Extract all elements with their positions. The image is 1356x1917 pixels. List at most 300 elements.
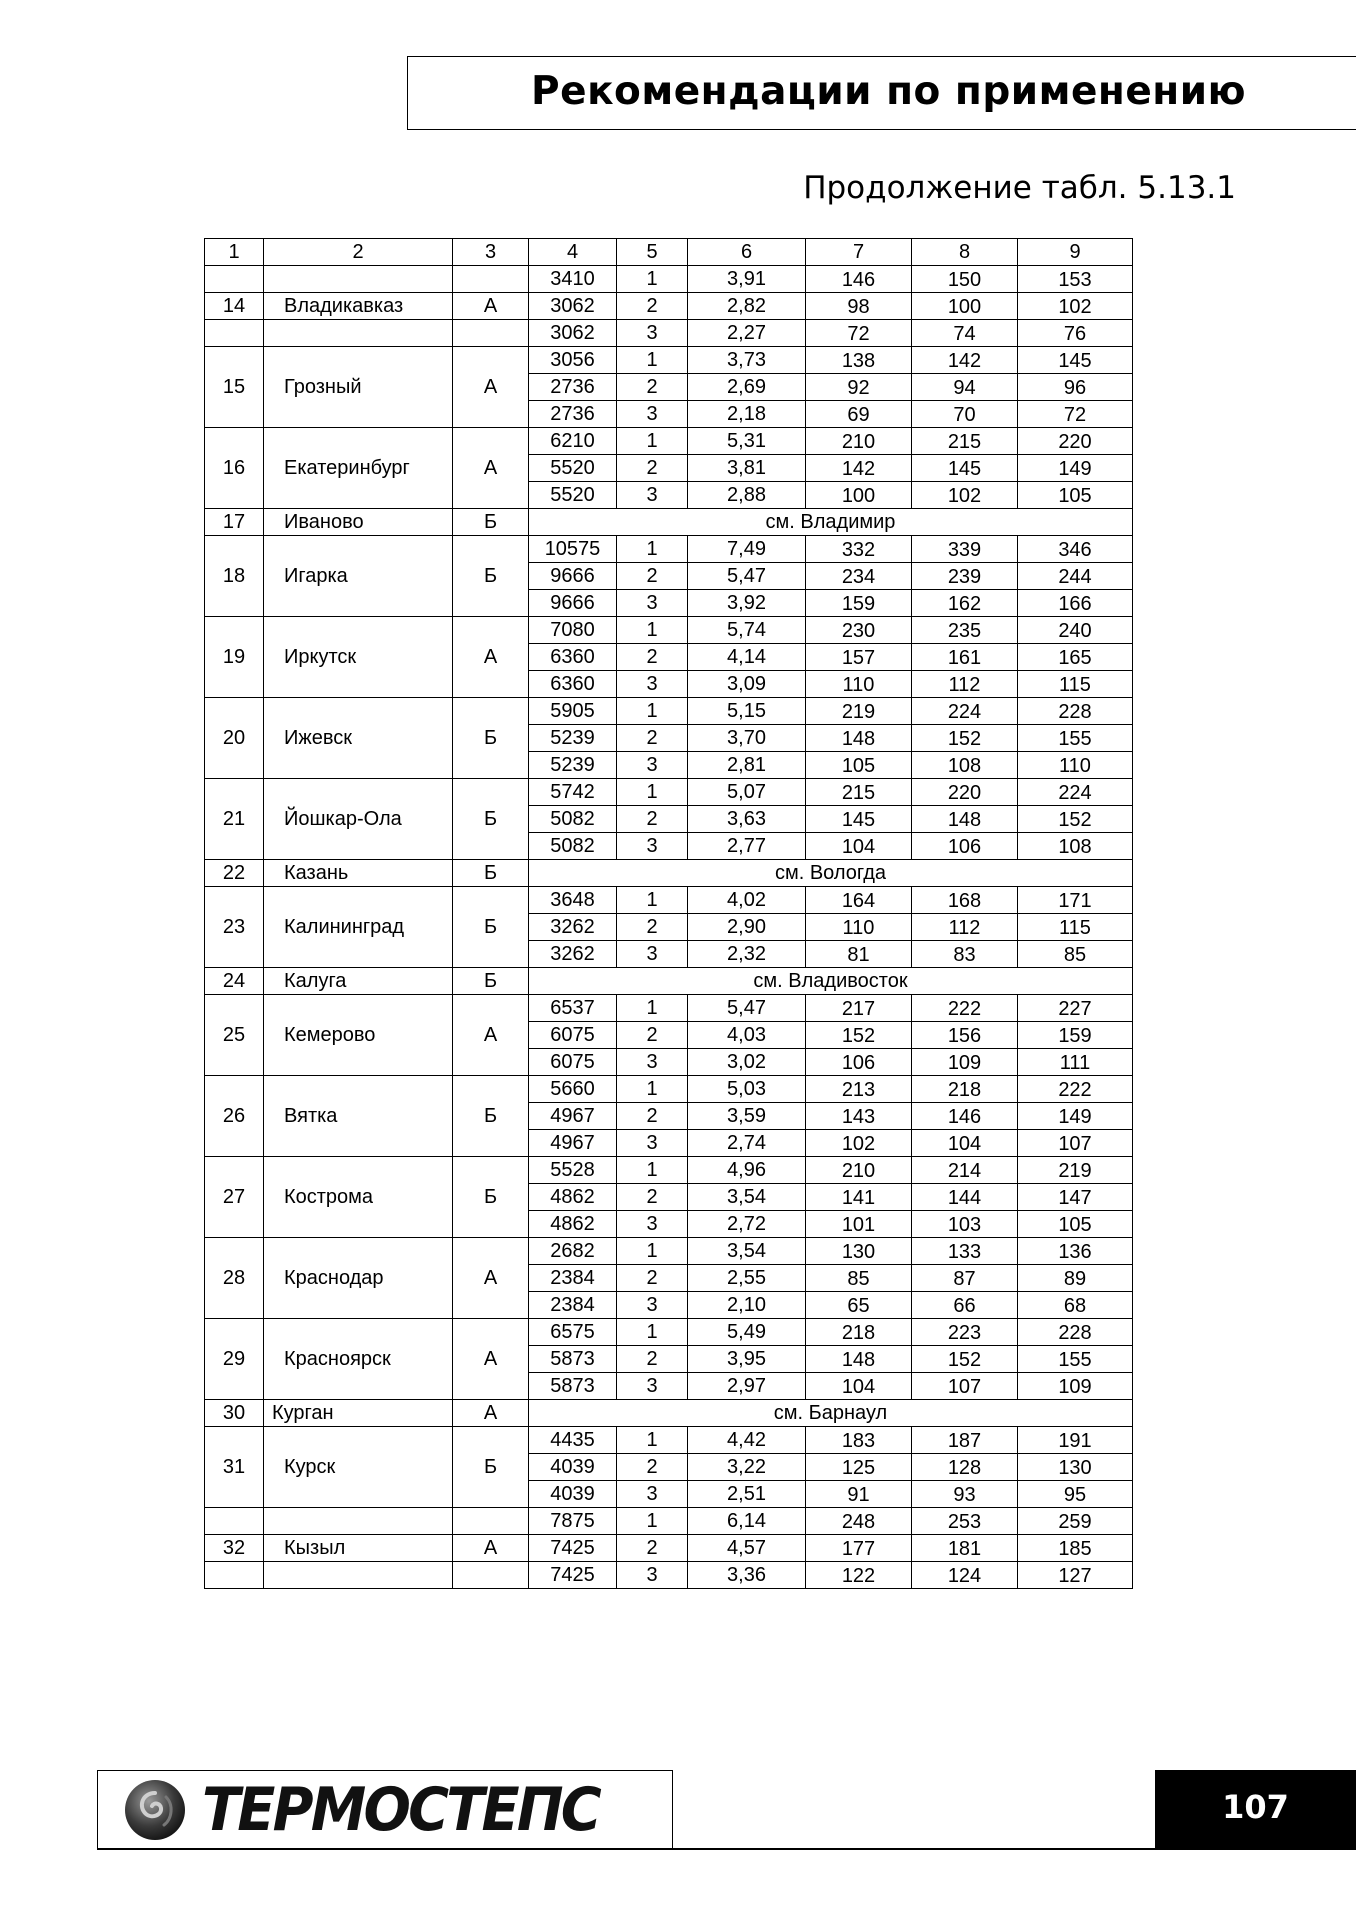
value-cell: 223	[912, 1319, 1018, 1346]
value-cell: 3,91	[688, 266, 806, 293]
value-cell: 87	[912, 1265, 1018, 1292]
value-cell: 107	[1018, 1130, 1132, 1157]
table-row	[205, 320, 1132, 347]
value-cell: 3	[617, 833, 688, 860]
row-number: 31	[205, 1427, 264, 1508]
row-number: 20	[205, 698, 264, 779]
value-cell: 153	[1018, 266, 1132, 293]
value-cell: 235	[912, 617, 1018, 644]
value-cell: 106	[806, 1049, 912, 1076]
value-cell: 66	[912, 1292, 1018, 1319]
value-cell: 4435	[529, 1427, 617, 1454]
table-row	[205, 293, 1132, 320]
value-cell: 152	[806, 1022, 912, 1049]
value-cell: 3	[617, 1481, 688, 1508]
value-cell: 1	[617, 1508, 688, 1535]
value-cell: 3410	[529, 266, 617, 293]
value-cell: 2,97	[688, 1373, 806, 1400]
table-row	[205, 1427, 1132, 1454]
value-cell: 3,73	[688, 347, 806, 374]
value-cell: 100	[806, 482, 912, 509]
value-cell: 2384	[529, 1265, 617, 1292]
value-cell: 1	[617, 347, 688, 374]
value-cell: 2,10	[688, 1292, 806, 1319]
value-cell: 130	[806, 1238, 912, 1265]
table-row	[205, 1076, 1132, 1103]
value-cell: 2,18	[688, 401, 806, 428]
empty-cell	[205, 1562, 264, 1588]
city-name: Иваново	[264, 509, 453, 536]
value-cell: 65	[806, 1292, 912, 1319]
value-cell: 4,96	[688, 1157, 806, 1184]
value-cell: 150	[912, 266, 1018, 293]
value-cell: 142	[806, 455, 912, 482]
column-header: 5	[617, 239, 688, 266]
value-cell: 69	[806, 401, 912, 428]
city-name: Красноярск	[264, 1319, 453, 1400]
value-cell: 3	[617, 482, 688, 509]
value-cell: 339	[912, 536, 1018, 563]
value-cell: 2,27	[688, 320, 806, 347]
value-cell: 5,07	[688, 779, 806, 806]
zone-code: А	[453, 617, 529, 698]
value-cell: 2,82	[688, 293, 806, 320]
value-cell: 227	[1018, 995, 1132, 1022]
value-cell: 130	[1018, 1454, 1132, 1481]
table-row	[205, 860, 1132, 887]
value-cell: 94	[912, 374, 1018, 401]
city-name: Казань	[264, 860, 453, 887]
value-cell: 142	[912, 347, 1018, 374]
value-cell: 106	[912, 833, 1018, 860]
row-number: 28	[205, 1238, 264, 1319]
value-cell: 112	[912, 914, 1018, 941]
value-cell: 1	[617, 1076, 688, 1103]
value-cell: 110	[806, 671, 912, 698]
value-cell: 4967	[529, 1130, 617, 1157]
value-cell: 145	[806, 806, 912, 833]
value-cell: 6360	[529, 644, 617, 671]
value-cell: 7875	[529, 1508, 617, 1535]
value-cell: 162	[912, 590, 1018, 617]
value-cell: 152	[1018, 806, 1132, 833]
value-cell: 259	[1018, 1508, 1132, 1535]
value-cell: 3262	[529, 914, 617, 941]
value-cell: 74	[912, 320, 1018, 347]
value-cell: 98	[806, 293, 912, 320]
table-row	[205, 1400, 1132, 1427]
city-name: Калуга	[264, 968, 453, 995]
city-name: Кызыл	[264, 1535, 453, 1562]
empty-cell	[453, 320, 529, 347]
zone-code: А	[453, 1238, 529, 1319]
value-cell: 7425	[529, 1562, 617, 1588]
table-row	[205, 1535, 1132, 1562]
value-cell: 2,51	[688, 1481, 806, 1508]
empty-cell	[453, 1562, 529, 1588]
value-cell: 3062	[529, 320, 617, 347]
value-cell: 3,81	[688, 455, 806, 482]
value-cell: 5,49	[688, 1319, 806, 1346]
value-cell: 3,70	[688, 725, 806, 752]
value-cell: 72	[806, 320, 912, 347]
value-cell: 148	[806, 725, 912, 752]
value-cell: 6,14	[688, 1508, 806, 1535]
brand-name: ТЕРМОСТЕПС	[202, 1775, 599, 1845]
value-cell: 102	[912, 482, 1018, 509]
column-header: 9	[1018, 239, 1132, 266]
value-cell: 115	[1018, 671, 1132, 698]
value-cell: 4,57	[688, 1535, 806, 1562]
value-cell: 149	[1018, 455, 1132, 482]
value-cell: 2,77	[688, 833, 806, 860]
value-cell: 128	[912, 1454, 1018, 1481]
value-cell: 110	[806, 914, 912, 941]
value-cell: 104	[806, 833, 912, 860]
value-cell: 136	[1018, 1238, 1132, 1265]
value-cell: 3	[617, 1562, 688, 1588]
value-cell: 112	[912, 671, 1018, 698]
value-cell: 253	[912, 1508, 1018, 1535]
row-number: 30	[205, 1400, 264, 1427]
value-cell: 4,14	[688, 644, 806, 671]
table-row	[205, 887, 1132, 914]
table-row	[205, 536, 1132, 563]
column-header: 1	[205, 239, 264, 266]
value-cell: 2,74	[688, 1130, 806, 1157]
value-cell: 147	[1018, 1184, 1132, 1211]
value-cell: 2,55	[688, 1265, 806, 1292]
value-cell: 76	[1018, 320, 1132, 347]
value-cell: 141	[806, 1184, 912, 1211]
empty-cell	[205, 320, 264, 347]
zone-code: А	[453, 347, 529, 428]
value-cell: 5239	[529, 752, 617, 779]
value-cell: 5873	[529, 1346, 617, 1373]
table-row	[205, 1562, 1132, 1588]
city-name: Грозный	[264, 347, 453, 428]
value-cell: 155	[1018, 1346, 1132, 1373]
value-cell: 148	[912, 806, 1018, 833]
zone-code: А	[453, 428, 529, 509]
value-cell: 3	[617, 1049, 688, 1076]
table-row	[205, 968, 1132, 995]
empty-cell	[264, 1562, 453, 1588]
value-cell: 4,02	[688, 887, 806, 914]
empty-cell	[264, 266, 453, 293]
value-cell: 155	[1018, 725, 1132, 752]
value-cell: 239	[912, 563, 1018, 590]
zone-code: Б	[453, 698, 529, 779]
value-cell: 219	[806, 698, 912, 725]
value-cell: 230	[806, 617, 912, 644]
value-cell: 152	[912, 725, 1018, 752]
city-name: Ижевск	[264, 698, 453, 779]
value-cell: 3,02	[688, 1049, 806, 1076]
value-cell: 68	[1018, 1292, 1132, 1319]
column-header: 8	[912, 239, 1018, 266]
value-cell: 219	[1018, 1157, 1132, 1184]
empty-cell	[205, 1508, 264, 1535]
value-cell: 2384	[529, 1292, 617, 1319]
value-cell: 3,63	[688, 806, 806, 833]
value-cell: 103	[912, 1211, 1018, 1238]
value-cell: 5520	[529, 455, 617, 482]
value-cell: 210	[806, 428, 912, 455]
header-box	[407, 56, 1356, 130]
value-cell: 3	[617, 1373, 688, 1400]
value-cell: 2	[617, 1454, 688, 1481]
value-cell: 2736	[529, 401, 617, 428]
column-header: 2	[264, 239, 453, 266]
value-cell: 191	[1018, 1427, 1132, 1454]
value-cell: 3	[617, 1292, 688, 1319]
value-cell: 244	[1018, 563, 1132, 590]
value-cell: 3,22	[688, 1454, 806, 1481]
value-cell: 183	[806, 1427, 912, 1454]
value-cell: 217	[806, 995, 912, 1022]
value-cell: 149	[1018, 1103, 1132, 1130]
value-cell: 159	[1018, 1022, 1132, 1049]
value-cell: 95	[1018, 1481, 1132, 1508]
value-cell: 1	[617, 1157, 688, 1184]
value-cell: 4,42	[688, 1427, 806, 1454]
value-cell: 2	[617, 1535, 688, 1562]
zone-code: Б	[453, 887, 529, 968]
value-cell: 127	[1018, 1562, 1132, 1588]
value-cell: 220	[1018, 428, 1132, 455]
value-cell: 346	[1018, 536, 1132, 563]
table-row	[205, 995, 1132, 1022]
value-cell: 220	[912, 779, 1018, 806]
value-cell: 5905	[529, 698, 617, 725]
value-cell: 138	[806, 347, 912, 374]
value-cell: 171	[1018, 887, 1132, 914]
value-cell: 125	[806, 1454, 912, 1481]
value-cell: 5,31	[688, 428, 806, 455]
value-cell: 96	[1018, 374, 1132, 401]
value-cell: 159	[806, 590, 912, 617]
city-name: Екатеринбург	[264, 428, 453, 509]
value-cell: 5,47	[688, 995, 806, 1022]
value-cell: 2	[617, 1022, 688, 1049]
value-cell: 100	[912, 293, 1018, 320]
value-cell: 133	[912, 1238, 1018, 1265]
row-number: 29	[205, 1319, 264, 1400]
value-cell: 89	[1018, 1265, 1132, 1292]
empty-cell	[264, 1508, 453, 1535]
value-cell: 1	[617, 1319, 688, 1346]
row-number: 27	[205, 1157, 264, 1238]
value-cell: 187	[912, 1427, 1018, 1454]
see-reference: см. Барнаул	[529, 1400, 1132, 1427]
zone-code: Б	[453, 1427, 529, 1508]
value-cell: 2	[617, 806, 688, 833]
value-cell: 70	[912, 401, 1018, 428]
value-cell: 72	[1018, 401, 1132, 428]
value-cell: 2	[617, 1103, 688, 1130]
city-name: Калининград	[264, 887, 453, 968]
value-cell: 108	[912, 752, 1018, 779]
zone-code: А	[453, 1319, 529, 1400]
value-cell: 107	[912, 1373, 1018, 1400]
zone-code: А	[453, 1535, 529, 1562]
zone-code: Б	[453, 1076, 529, 1157]
value-cell: 115	[1018, 914, 1132, 941]
value-cell: 2	[617, 1346, 688, 1373]
value-cell: 4862	[529, 1211, 617, 1238]
table-row	[205, 347, 1132, 374]
table-body	[205, 239, 1132, 1588]
value-cell: 215	[806, 779, 912, 806]
value-cell: 105	[1018, 482, 1132, 509]
value-cell: 124	[912, 1562, 1018, 1588]
table-row	[205, 1157, 1132, 1184]
city-name: Кострома	[264, 1157, 453, 1238]
row-number: 17	[205, 509, 264, 536]
value-cell: 5528	[529, 1157, 617, 1184]
value-cell: 1	[617, 1238, 688, 1265]
value-cell: 6210	[529, 428, 617, 455]
value-cell: 4039	[529, 1454, 617, 1481]
value-cell: 2736	[529, 374, 617, 401]
value-cell: 161	[912, 644, 1018, 671]
value-cell: 2,90	[688, 914, 806, 941]
value-cell: 213	[806, 1076, 912, 1103]
value-cell: 4967	[529, 1103, 617, 1130]
column-header: 6	[688, 239, 806, 266]
value-cell: 9666	[529, 563, 617, 590]
value-cell: 234	[806, 563, 912, 590]
header-row	[205, 239, 1132, 266]
footer-logo	[97, 1770, 673, 1848]
page-title: Рекомендации по применению	[531, 69, 1246, 114]
row-number: 26	[205, 1076, 264, 1157]
value-cell: 85	[1018, 941, 1132, 968]
column-header: 3	[453, 239, 529, 266]
value-cell: 177	[806, 1535, 912, 1562]
value-cell: 145	[1018, 347, 1132, 374]
value-cell: 2,88	[688, 482, 806, 509]
value-cell: 102	[806, 1130, 912, 1157]
value-cell: 2,72	[688, 1211, 806, 1238]
value-cell: 92	[806, 374, 912, 401]
page-number: 107	[1222, 1788, 1289, 1826]
empty-cell	[453, 266, 529, 293]
value-cell: 2	[617, 374, 688, 401]
value-cell: 4039	[529, 1481, 617, 1508]
value-cell: 4862	[529, 1184, 617, 1211]
row-number: 22	[205, 860, 264, 887]
value-cell: 91	[806, 1481, 912, 1508]
value-cell: 85	[806, 1265, 912, 1292]
city-name: Йошкар-Ола	[264, 779, 453, 860]
value-cell: 105	[1018, 1211, 1132, 1238]
value-cell: 2,32	[688, 941, 806, 968]
city-name: Игарка	[264, 536, 453, 617]
city-name: Иркутск	[264, 617, 453, 698]
value-cell: 3262	[529, 941, 617, 968]
value-cell: 3,54	[688, 1238, 806, 1265]
table-row	[205, 1319, 1132, 1346]
value-cell: 2	[617, 563, 688, 590]
city-name: Вятка	[264, 1076, 453, 1157]
value-cell: 156	[912, 1022, 1018, 1049]
value-cell: 2,81	[688, 752, 806, 779]
row-number: 23	[205, 887, 264, 968]
value-cell: 5,74	[688, 617, 806, 644]
value-cell: 83	[912, 941, 1018, 968]
zone-code: Б	[453, 779, 529, 860]
empty-cell	[453, 1508, 529, 1535]
value-cell: 108	[1018, 833, 1132, 860]
value-cell: 224	[1018, 779, 1132, 806]
table-row	[205, 617, 1132, 644]
row-number: 19	[205, 617, 264, 698]
value-cell: 3	[617, 941, 688, 968]
value-cell: 81	[806, 941, 912, 968]
value-cell: 5660	[529, 1076, 617, 1103]
see-reference: см. Владивосток	[529, 968, 1132, 995]
value-cell: 2	[617, 725, 688, 752]
value-cell: 104	[806, 1373, 912, 1400]
value-cell: 2,69	[688, 374, 806, 401]
value-cell: 3	[617, 752, 688, 779]
value-cell: 2	[617, 1265, 688, 1292]
value-cell: 3	[617, 1211, 688, 1238]
value-cell: 5742	[529, 779, 617, 806]
zone-code: Б	[453, 968, 529, 995]
value-cell: 1	[617, 1427, 688, 1454]
value-cell: 3	[617, 320, 688, 347]
value-cell: 2	[617, 1184, 688, 1211]
column-header: 7	[806, 239, 912, 266]
value-cell: 5873	[529, 1373, 617, 1400]
value-cell: 228	[1018, 1319, 1132, 1346]
value-cell: 5520	[529, 482, 617, 509]
row-number: 15	[205, 347, 264, 428]
value-cell: 2	[617, 914, 688, 941]
value-cell: 6075	[529, 1049, 617, 1076]
value-cell: 215	[912, 428, 1018, 455]
value-cell: 5,03	[688, 1076, 806, 1103]
city-name: Кемерово	[264, 995, 453, 1076]
table-row	[205, 266, 1132, 293]
value-cell: 3	[617, 671, 688, 698]
zone-code: А	[453, 293, 529, 320]
value-cell: 7425	[529, 1535, 617, 1562]
zone-code: А	[453, 995, 529, 1076]
value-cell: 101	[806, 1211, 912, 1238]
value-cell: 164	[806, 887, 912, 914]
city-name: Курган	[264, 1400, 453, 1427]
value-cell: 144	[912, 1184, 1018, 1211]
value-cell: 145	[912, 455, 1018, 482]
value-cell: 6575	[529, 1319, 617, 1346]
value-cell: 111	[1018, 1049, 1132, 1076]
value-cell: 3056	[529, 347, 617, 374]
value-cell: 5082	[529, 806, 617, 833]
value-cell: 228	[1018, 698, 1132, 725]
value-cell: 3062	[529, 293, 617, 320]
value-cell: 2682	[529, 1238, 617, 1265]
row-number: 25	[205, 995, 264, 1076]
value-cell: 5082	[529, 833, 617, 860]
value-cell: 6075	[529, 1022, 617, 1049]
value-cell: 3,54	[688, 1184, 806, 1211]
city-name: Курск	[264, 1427, 453, 1508]
value-cell: 148	[806, 1346, 912, 1373]
